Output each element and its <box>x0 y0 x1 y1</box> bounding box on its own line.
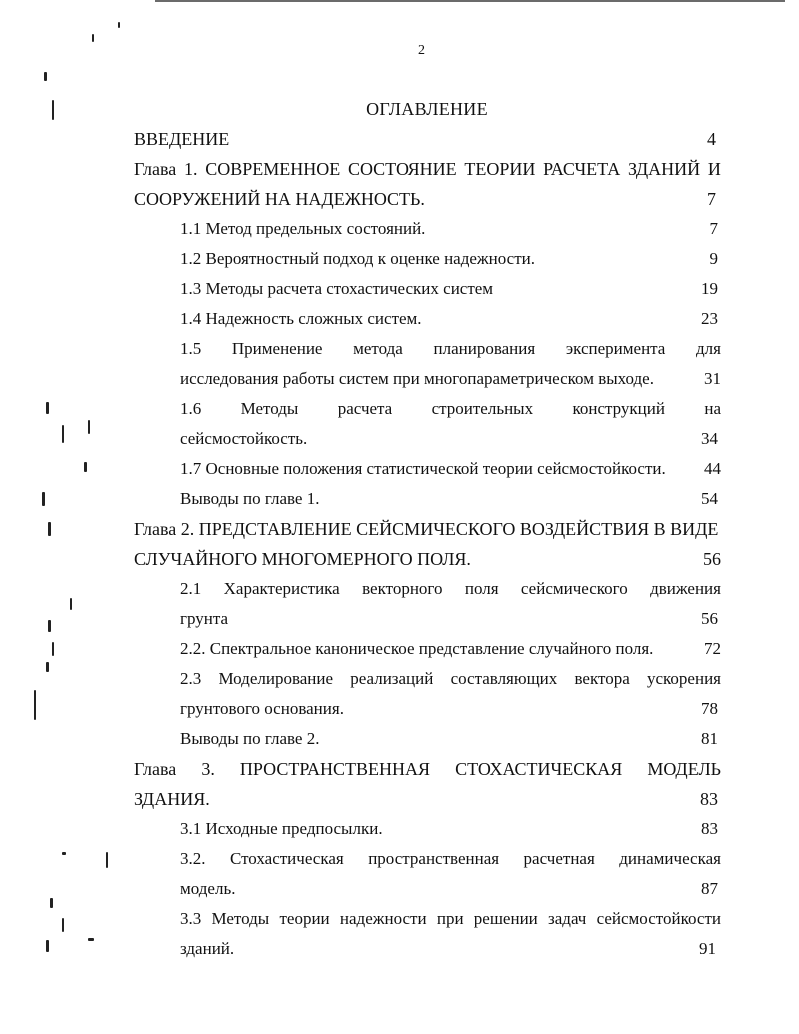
toc-section-1-1-page: 7 <box>709 219 718 238</box>
toc-section-3-3-line2[interactable]: зданий. <box>180 939 235 958</box>
word: эксперимента <box>565 339 666 358</box>
toc-section-2-3-page: 78 <box>701 699 718 718</box>
word: Глава <box>134 159 177 179</box>
toc-ch1-title-line1[interactable] <box>134 158 721 180</box>
word: ускорения <box>646 669 721 688</box>
scan-speck <box>46 662 49 672</box>
toc-section-2-1-line1[interactable] <box>180 578 721 600</box>
toc-section-2-2-page: 72 <box>704 639 721 658</box>
scan-speck <box>106 852 108 868</box>
toc-ch1-title-line2[interactable]: СООРУЖЕНИЙ НА НАДЕЖНОСТЬ. <box>134 189 425 209</box>
toc-section-2-1-line2[interactable]: грунта <box>180 609 229 628</box>
scan-speck <box>42 492 45 506</box>
toc-section-2-3-line1[interactable] <box>180 668 721 690</box>
word: СОВРЕМЕННОЕ <box>205 159 341 179</box>
toc-section-1-6-line1[interactable] <box>180 398 721 420</box>
toc-ch3-title-line2[interactable]: ЗДАНИЯ. <box>134 789 210 809</box>
scan-speck <box>92 34 94 42</box>
word: вектора <box>574 669 630 688</box>
scan-speck <box>48 522 51 536</box>
toc-section-3-2-page: 87 <box>701 879 718 898</box>
word: сейсмостойкости <box>596 909 721 928</box>
toc-section-3-2-line2[interactable]: модель. <box>180 879 236 898</box>
toc-ch2-conclusions-page: 81 <box>701 729 718 748</box>
toc-section-3-3-page: 91 <box>699 939 716 958</box>
word: поля <box>464 579 499 598</box>
word: СТОХАСТИЧЕСКАЯ <box>455 759 623 779</box>
toc-section-1-1[interactable]: 1.1 Метод предельных состояний. <box>180 219 426 238</box>
toc-ch3-page: 83 <box>700 789 718 809</box>
toc-section-1-4-page: 23 <box>701 309 718 328</box>
scan-speck <box>70 598 72 610</box>
word: реализаций <box>350 669 434 688</box>
scan-speck <box>84 462 87 472</box>
toc-ch3-title-line1[interactable] <box>134 758 721 780</box>
word: Характеристика <box>223 579 340 598</box>
toc-intro-title[interactable]: ВВЕДЕНИЕ <box>134 129 230 149</box>
scan-speck <box>118 22 120 28</box>
word: 2.3 <box>180 669 202 688</box>
word: И <box>707 159 721 179</box>
word: решении <box>473 909 538 928</box>
word: 1. <box>184 159 198 179</box>
scan-speck <box>46 940 49 952</box>
toc-section-1-3-page: 19 <box>701 279 718 298</box>
toc-section-1-2-page: 9 <box>709 249 718 268</box>
word: строительных <box>431 399 534 418</box>
scan-speck <box>88 420 90 434</box>
word: составляющих <box>450 669 558 688</box>
word: ПРОСТРАНСТВЕННАЯ <box>239 759 431 779</box>
scan-speck <box>52 642 54 656</box>
word: 3.3 <box>180 909 202 928</box>
word: Глава <box>134 759 177 779</box>
toc-ch2-page: 56 <box>703 549 721 569</box>
word: ТЕОРИИ <box>464 159 536 179</box>
word: Моделирование <box>218 669 334 688</box>
scan-speck <box>50 898 53 908</box>
toc-section-1-6-line2[interactable]: сейсмостойкость. <box>180 429 308 448</box>
word: задач <box>548 909 587 928</box>
toc-section-1-6-page: 34 <box>701 429 718 448</box>
word: движения <box>650 579 721 598</box>
word: 2.1 <box>180 579 202 598</box>
toc-section-1-5-line1[interactable] <box>180 338 721 360</box>
word: сейсмического <box>520 579 628 598</box>
word: Методы <box>211 909 270 928</box>
scan-speck <box>48 620 51 632</box>
toc-section-1-7[interactable]: 1.7 Основные положения статистической теории сейсмостойкости. <box>180 459 666 478</box>
word: ЗДАНИЙ <box>627 159 701 179</box>
word: Применение <box>231 339 323 358</box>
toc-ch1-page: 7 <box>707 189 716 209</box>
toc-section-3-1[interactable]: 3.1 Исходные предпосылки. <box>180 819 383 838</box>
word: конструкций <box>572 399 665 418</box>
toc-ch2-conclusions[interactable]: Выводы по главе 2. <box>180 729 320 748</box>
scan-speck <box>88 938 94 941</box>
toc-ch2-title-line1[interactable]: Глава 2. ПРЕДСТАВЛЕНИЕ СЕЙСМИЧЕСКОГО ВОЗДЕЙСТВИЯ В ВИДЕ <box>134 519 719 539</box>
toc-section-3-2-line1[interactable] <box>180 848 721 870</box>
toc-section-1-5-page: 31 <box>704 369 721 388</box>
word: на <box>704 399 721 418</box>
word: расчета <box>337 399 393 418</box>
toc-intro-page: 4 <box>707 129 716 149</box>
word: планирования <box>433 339 536 358</box>
word: 3. <box>201 759 215 779</box>
toc-ch2-title-line2[interactable]: СЛУЧАЙНОГО МНОГОМЕРНОГО ПОЛЯ. <box>134 549 471 569</box>
word: РАСЧЕТА <box>543 159 621 179</box>
toc-section-2-3-line2[interactable]: грунтового основания. <box>180 699 344 718</box>
word: расчетная <box>523 849 595 868</box>
toc-section-2-2[interactable]: 2.2. Спектральное каноническое представление случайного поля. <box>180 639 654 658</box>
toc-section-3-1-page: 83 <box>701 819 718 838</box>
word: Методы <box>240 399 299 418</box>
scan-edge-line <box>155 0 785 2</box>
toc-section-1-2[interactable]: 1.2 Вероятностный подход к оценке надежности. <box>180 249 535 268</box>
toc-ch1-conclusions[interactable]: Выводы по главе 1. <box>180 489 320 508</box>
toc-section-3-3-line1[interactable] <box>180 908 721 930</box>
toc-ch1-conclusions-page: 54 <box>701 489 718 508</box>
word: МОДЕЛЬ <box>647 759 721 779</box>
word: 1.5 <box>180 339 202 358</box>
page-number: 2 <box>418 43 425 58</box>
word: Стохастическая <box>229 849 344 868</box>
word: 1.6 <box>180 399 202 418</box>
scan-speck <box>62 425 64 443</box>
scan-speck <box>62 852 66 855</box>
toc-heading: ОГЛАВЛЕНИЕ <box>366 99 488 119</box>
word: теории <box>279 909 330 928</box>
scan-speck <box>44 72 47 81</box>
scan-speck <box>46 402 49 414</box>
word: надежности <box>339 909 427 928</box>
word: для <box>696 339 721 358</box>
word: СОСТОЯНИЕ <box>347 159 457 179</box>
toc-section-1-3[interactable]: 1.3 Методы расчета стохастических систем <box>180 279 494 298</box>
scan-speck <box>62 918 64 932</box>
toc-section-1-5-line2[interactable]: исследования работы систем при многопараметрическом выходе. <box>180 369 654 388</box>
word: векторного <box>362 579 443 598</box>
toc-section-1-7-page: 44 <box>704 459 721 478</box>
word: динамическая <box>619 849 721 868</box>
word: пространственная <box>368 849 500 868</box>
word: при <box>436 909 464 928</box>
toc-section-2-1-page: 56 <box>701 609 718 628</box>
scan-speck <box>34 690 36 720</box>
word: метода <box>353 339 403 358</box>
toc-section-1-4[interactable]: 1.4 Надежность сложных систем. <box>180 309 422 328</box>
word: 3.2. <box>180 849 206 868</box>
